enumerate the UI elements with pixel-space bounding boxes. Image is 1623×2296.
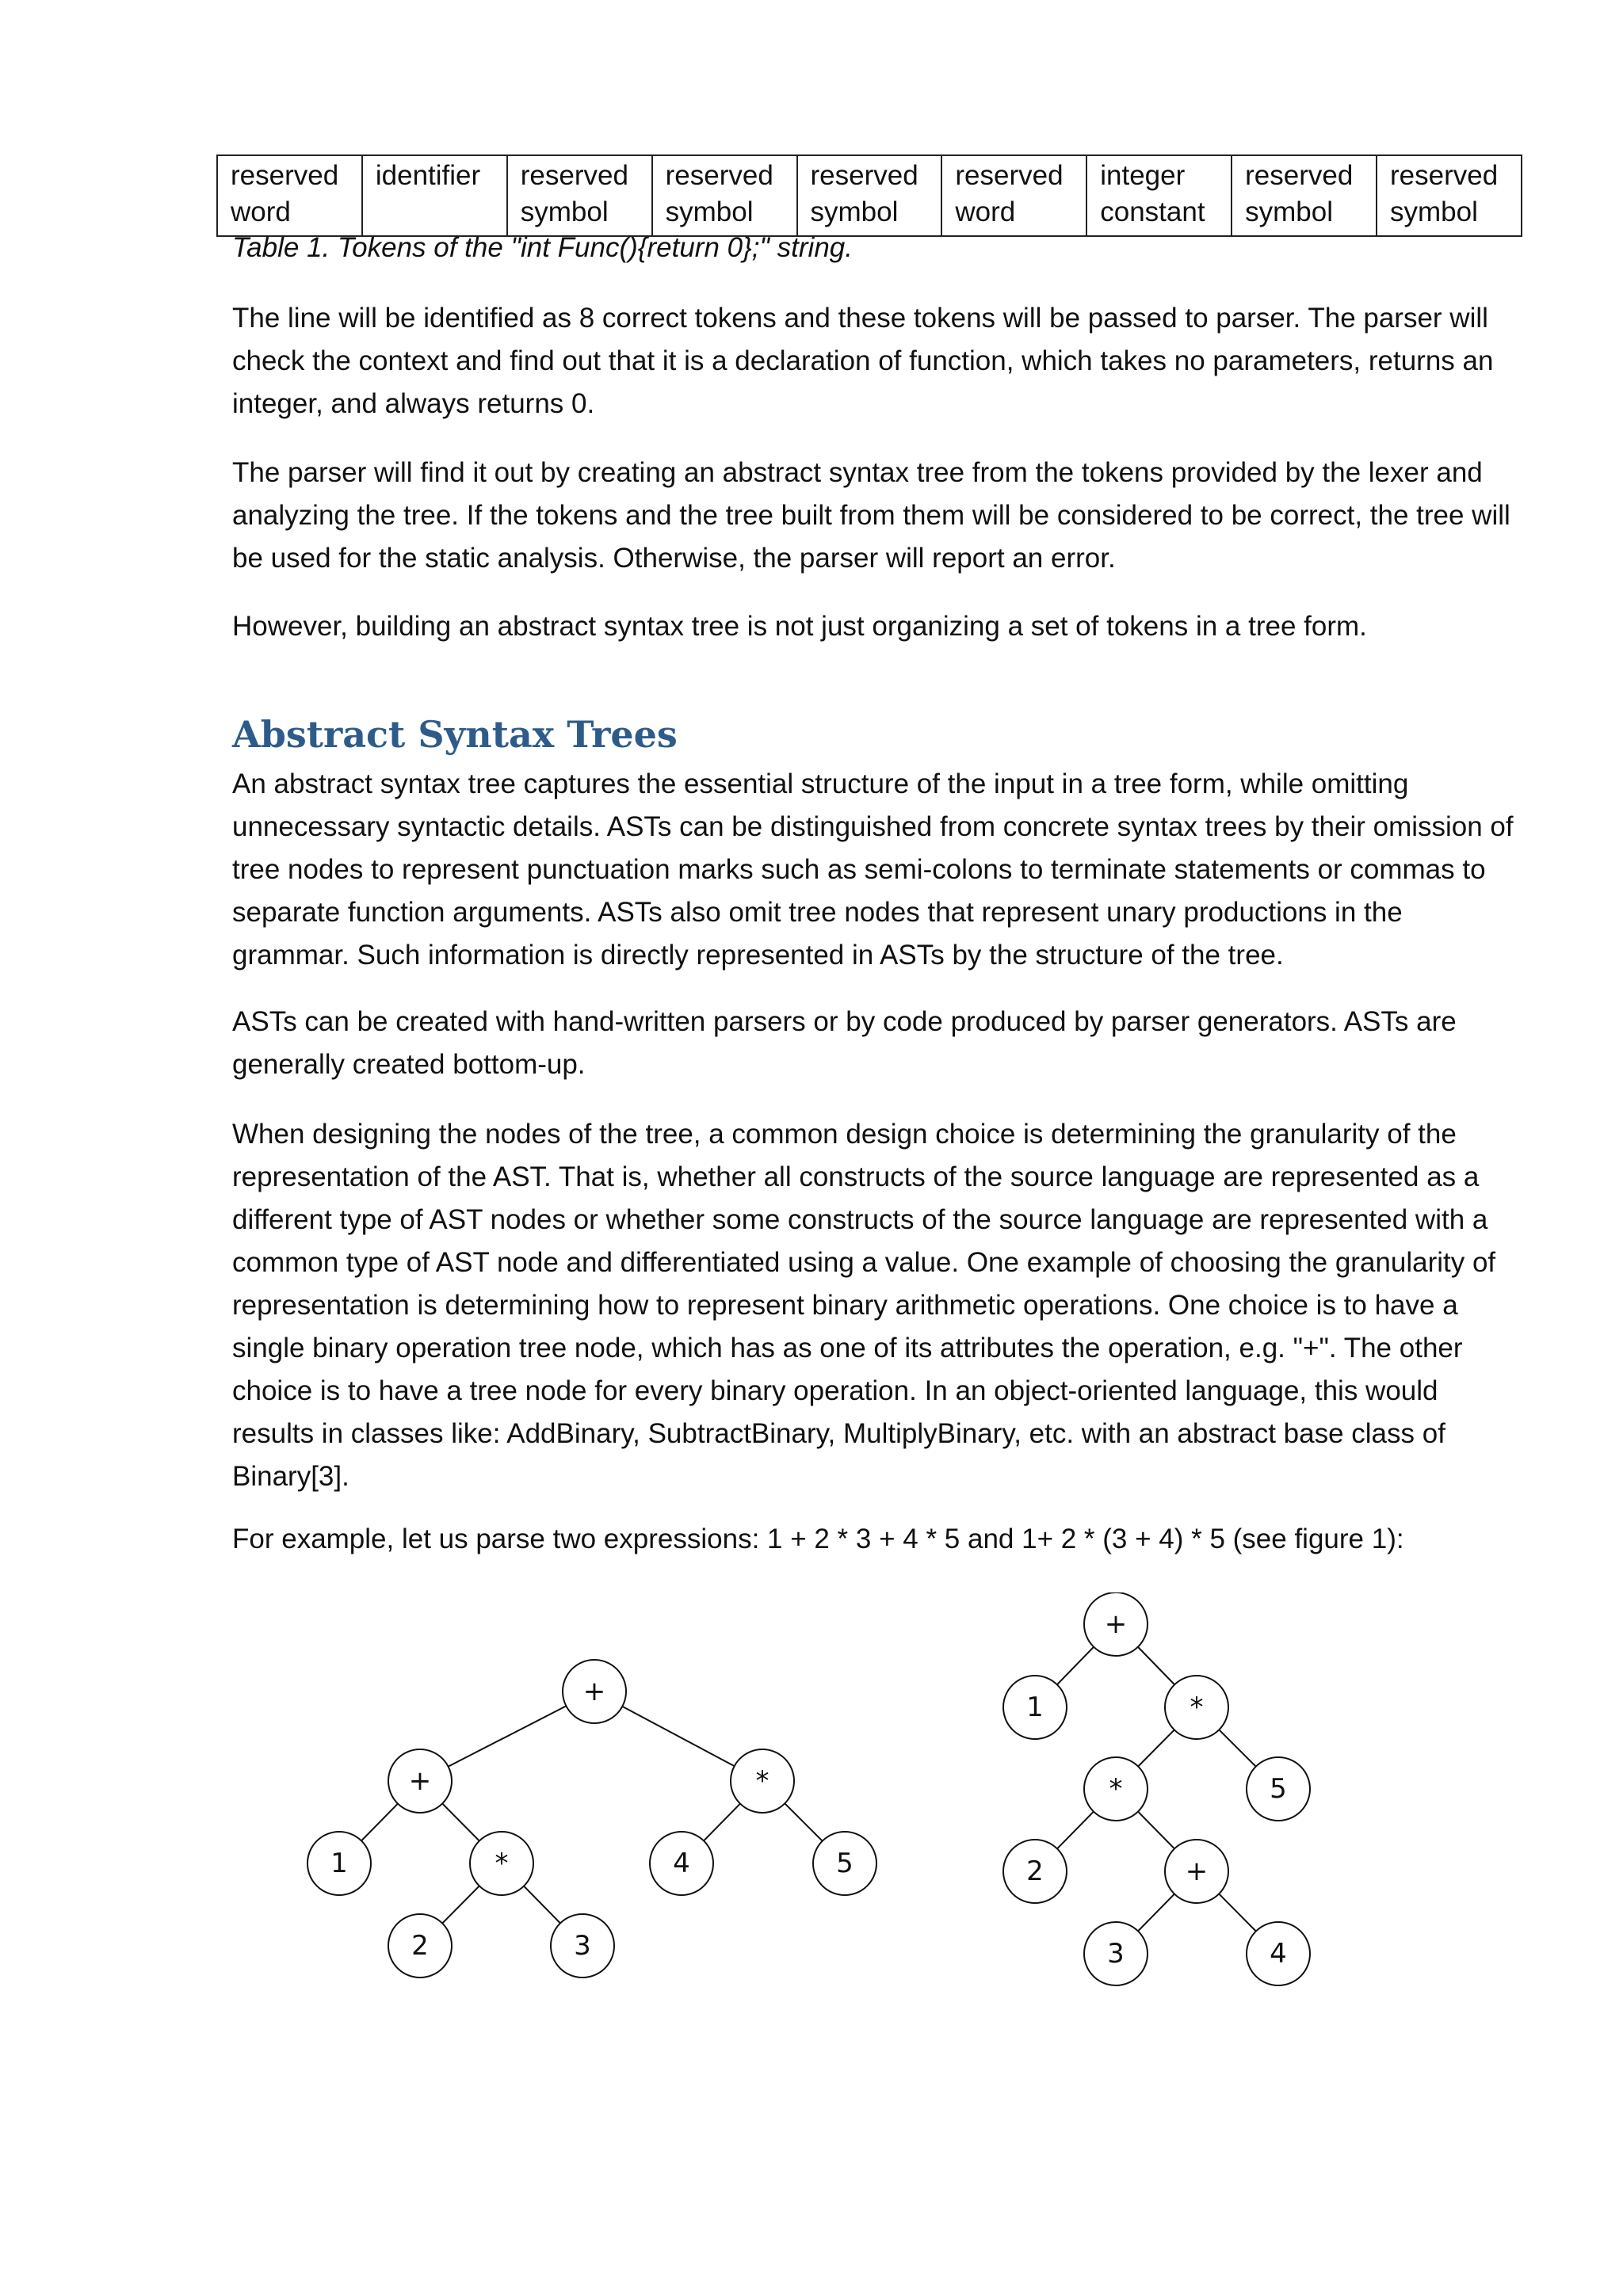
svg-text:2: 2 [411, 1930, 429, 1962]
svg-text:4: 4 [673, 1848, 690, 1879]
svg-text:*: * [495, 1848, 509, 1879]
tree-node [563, 1660, 626, 1723]
ast-figure [301, 1592, 1331, 2020]
table-cell: reserved symbol [797, 155, 942, 236]
svg-text:1: 1 [1026, 1691, 1044, 1723]
table-cell: reserved word [941, 155, 1086, 236]
table-caption: Table 1. Tokens of the "int Func(){return 0};" string. [232, 232, 853, 263]
tree-node [388, 1914, 452, 1978]
svg-text:*: * [755, 1765, 769, 1797]
tree-node [1084, 1757, 1148, 1821]
table-cell: reserved word [217, 155, 362, 236]
tree-node [1003, 1840, 1067, 1903]
svg-text:*: * [1190, 1691, 1204, 1723]
tree-node [731, 1749, 794, 1813]
svg-text:*: * [1109, 1773, 1123, 1805]
tree-node [1247, 1922, 1310, 1985]
svg-text:1: 1 [330, 1848, 348, 1879]
section-heading: Abstract Syntax Trees [232, 713, 678, 756]
tree-node [813, 1832, 876, 1895]
ast-tree-2 [1003, 1592, 1310, 1985]
tree-node [470, 1832, 533, 1895]
svg-text:+: + [408, 1765, 432, 1797]
table-cell: reserved symbol [1232, 155, 1377, 236]
tree-node [1003, 1676, 1067, 1739]
paragraph: ASTs can be created with hand-written parsers or by code produced by parser generators. ASTs are generally created bottom-up. [232, 1006, 1457, 1080]
tree-node [388, 1749, 452, 1813]
paragraph: The line will be identified as 8 correct tokens and these tokens will be passed to parser. The parser will check the context and find out that it is a declaration of function, which takes no parameters, returns an integer, and always returns 0. [232, 303, 1494, 419]
tokens-table [216, 154, 1522, 237]
table-cell: integer constant [1086, 155, 1232, 236]
paragraph: The parser will find it out by creating an abstract syntax tree from the tokens provided by the lexer and analyzing the tree. If the tokens and the tree built from them will be considered to be correct, the tree will be used for the static analysis. Otherwise, the parser will report an error. [232, 457, 1510, 574]
table-cell: reserved symbol [507, 155, 652, 236]
paragraph: An abstract syntax tree captures the essential structure of the input in a tree form, while omitting unnecessary syntactic details. ASTs can be distinguished from concrete syntax trees by their omission of tree nodes to represent punctuation marks such as semi-colons to terminate statements or commas to separate function arguments. ASTs also omit tree nodes that represent unary productions in the grammar. Such information is directly represented in ASTs by the structure of the tree. [232, 769, 1514, 971]
svg-text:+: + [1185, 1855, 1209, 1887]
table-cell: reserved symbol [1377, 155, 1522, 236]
svg-text:3: 3 [574, 1930, 591, 1962]
paragraph: When designing the nodes of the tree, a common design choice is determining the granularity of the representation of the AST. That is, whether all constructs of the source language are represented as a different type of AST nodes or whether some constructs of the source language are represented with a common type of AST node and differentiated using a value. One example of choosing the granularity of representation is determining how to represent binary arithmetic operations. One choice is to have a single binary operation tree node, which has as one of its attributes the operation, e.g. "+". The other choice is to have a tree node for every binary operation. In an object-oriented language, this would results in classes like: AddBinary, SubtractBinary, MultiplyBinary, etc. with an abstract base class of Binary[3]. [232, 1119, 1496, 1492]
svg-text:5: 5 [836, 1848, 854, 1879]
tree-node [650, 1832, 713, 1895]
svg-text:+: + [1104, 1608, 1128, 1640]
tree-node [1165, 1840, 1228, 1903]
paragraph: However, building an abstract syntax tree is not just organizing a set of tokens in a tree form. [232, 611, 1367, 642]
table-cell: identifier [362, 155, 507, 236]
svg-text:+: + [582, 1676, 606, 1707]
tree-node [1084, 1592, 1148, 1656]
table-row [217, 155, 1522, 236]
svg-text:4: 4 [1270, 1938, 1287, 1970]
paragraph: For example, let us parse two expressions: 1 + 2 * 3 + 4 * 5 and 1+ 2 * (3 + 4) * 5 (see figure 1): [232, 1524, 1404, 1554]
tree-node [1084, 1922, 1148, 1985]
tree-node [551, 1914, 614, 1978]
svg-text:3: 3 [1107, 1938, 1125, 1970]
tree-node [1247, 1757, 1310, 1821]
svg-text:5: 5 [1270, 1773, 1287, 1805]
table-cell: reserved symbol [652, 155, 797, 236]
svg-text:2: 2 [1026, 1855, 1044, 1887]
ast-tree-1 [307, 1660, 876, 1978]
tree-node [1165, 1676, 1228, 1739]
tree-node [307, 1832, 371, 1895]
